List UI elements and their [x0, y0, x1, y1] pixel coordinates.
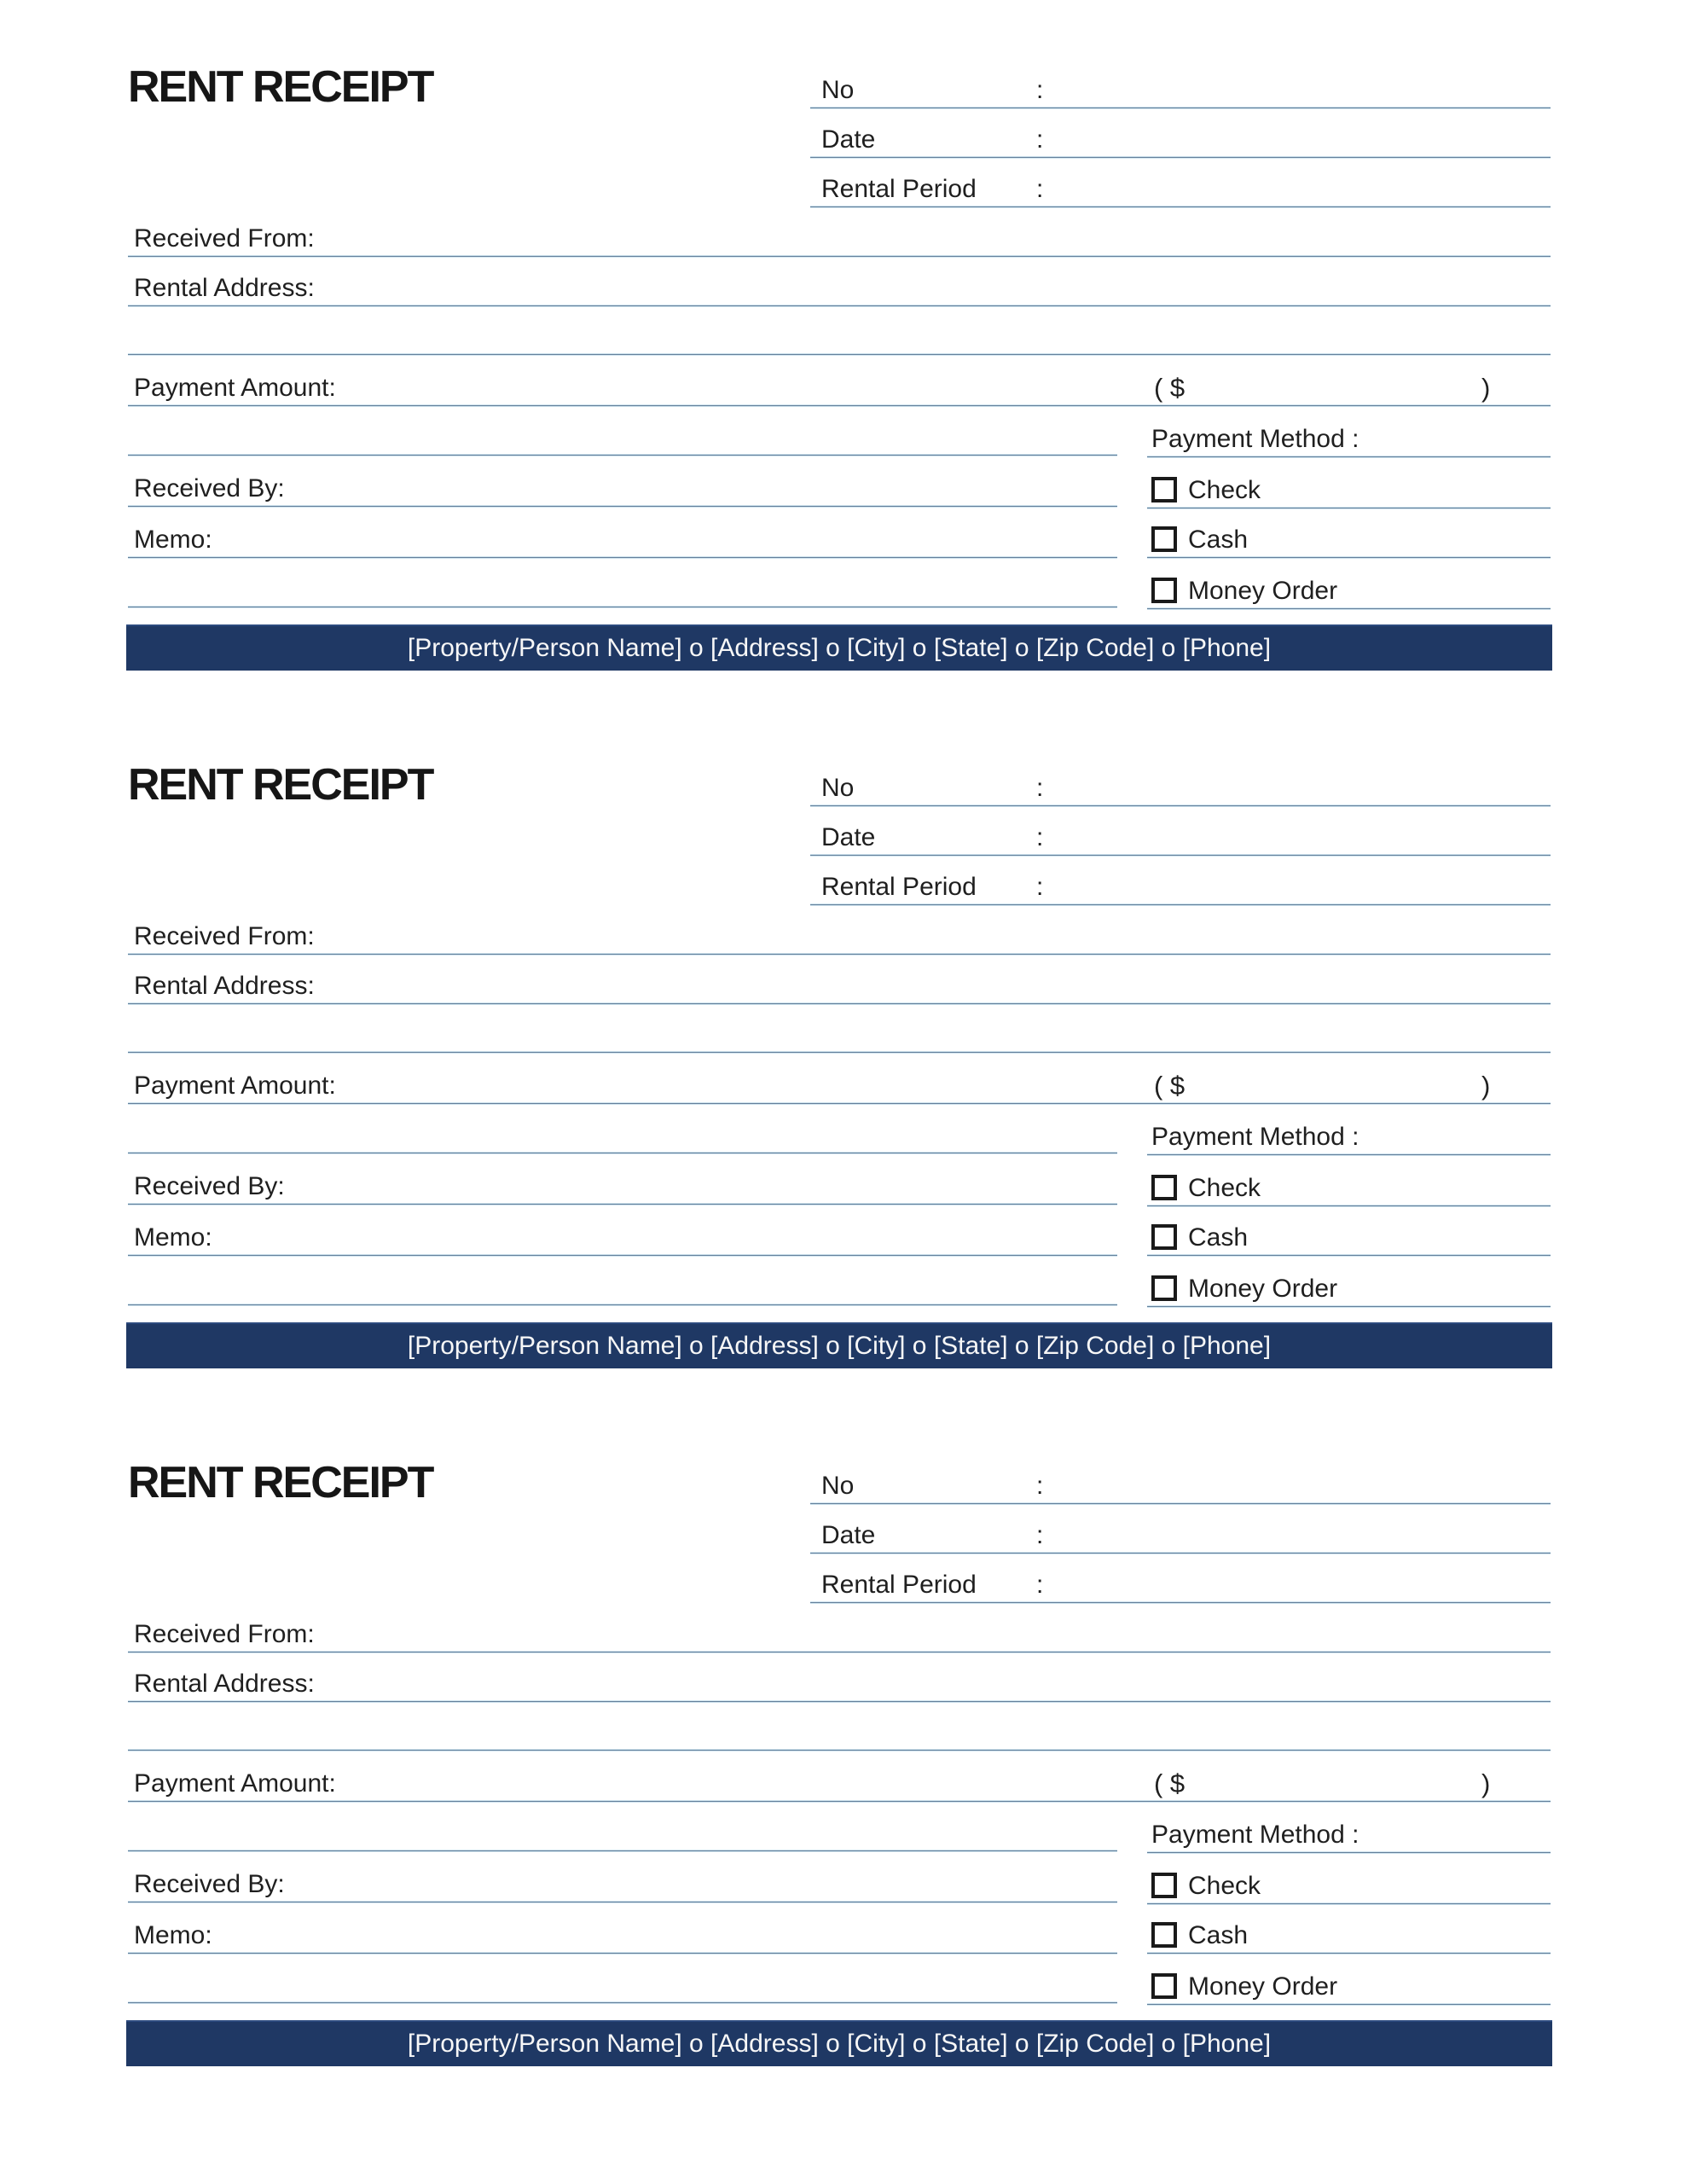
memo-input-line[interactable]: [212, 523, 1117, 555]
rental-period-label: Rental Period: [821, 175, 977, 203]
date-colon: :: [1036, 125, 1044, 154]
rental-address-extra-line[interactable]: [128, 1716, 1551, 1751]
received-from-input-line[interactable]: [315, 920, 1551, 951]
no-input-line[interactable]: [854, 75, 1551, 105]
payment-amount-input-line[interactable]: [336, 1767, 1551, 1798]
date-colon: :: [1036, 1521, 1044, 1549]
rental-period-input-line[interactable]: [977, 174, 1551, 204]
check-label: Check: [1188, 1174, 1261, 1202]
received-by-field-row: [128, 472, 1117, 508]
date-label: Date: [821, 1521, 876, 1549]
rental-address-label: Rental Address:: [134, 972, 315, 1000]
payment-amount-field-row: [128, 1767, 1551, 1803]
payment-amount-field-row: [128, 1069, 1551, 1105]
check-option-row: [1147, 472, 1551, 509]
memo-field-row: [128, 1221, 1117, 1257]
money-order-label: Money Order: [1188, 1275, 1338, 1303]
no-input-line[interactable]: [854, 1471, 1551, 1501]
cash-label: Cash: [1188, 526, 1249, 554]
cash-option-row: [1147, 523, 1551, 559]
payment-method-label: Payment Method :: [1151, 1821, 1359, 1849]
check-option-row: [1147, 1170, 1551, 1207]
date-label: Date: [821, 823, 876, 851]
payment-method-label: Payment Method :: [1151, 425, 1359, 453]
no-field-row: [810, 75, 1551, 109]
memo-extra-line[interactable]: [128, 572, 1117, 608]
amount-open-paren: ( $: [1154, 1769, 1186, 1798]
received-by-label: Received By:: [134, 474, 285, 502]
rental-period-field-row: [810, 1570, 1551, 1604]
check-label: Check: [1188, 1872, 1261, 1900]
rental-address-label: Rental Address:: [134, 274, 315, 302]
money-order-checkbox[interactable]: [1151, 578, 1177, 603]
rental-address-field-row: [128, 969, 1551, 1005]
cash-checkbox[interactable]: [1151, 1922, 1177, 1948]
rental-address-extra-line[interactable]: [128, 1018, 1551, 1054]
cash-option-row: [1147, 1221, 1551, 1257]
money-order-checkbox[interactable]: [1151, 1973, 1177, 1999]
rental-period-colon: :: [1036, 873, 1044, 901]
received-from-label: Received From:: [134, 224, 315, 253]
rent-receipt-2: [0, 698, 1687, 1396]
date-field-row: [810, 822, 1551, 857]
footer-bar: [126, 624, 1552, 671]
date-input-line[interactable]: [875, 125, 1551, 154]
received-from-label: Received From:: [134, 1620, 315, 1648]
memo-label: Memo:: [134, 1223, 212, 1252]
footer-text: [Property/Person Name] o [Address] o [City] o [State] o [Zip Code] o [Phone]: [407, 2030, 1272, 2058]
check-checkbox[interactable]: [1151, 477, 1177, 502]
no-colon: :: [1036, 76, 1044, 104]
memo-field-row: [128, 523, 1117, 559]
amount-close-paren: ): [1481, 1769, 1491, 1798]
receipt-title: RENT RECEIPT: [128, 760, 433, 810]
footer-text: [Property/Person Name] o [Address] o [City] o [State] o [Zip Code] o [Phone]: [407, 1332, 1272, 1360]
date-label: Date: [821, 125, 876, 154]
no-input-line[interactable]: [854, 773, 1551, 803]
payment-amount-input-line[interactable]: [336, 371, 1551, 403]
no-label: No: [821, 76, 855, 104]
received-by-field-row: [128, 1867, 1117, 1903]
date-input-line[interactable]: [875, 822, 1551, 852]
cash-checkbox[interactable]: [1151, 526, 1177, 552]
payment-amount-label: Payment Amount:: [134, 374, 336, 402]
footer-text: [Property/Person Name] o [Address] o [City] o [State] o [Zip Code] o [Phone]: [407, 634, 1272, 662]
cash-label: Cash: [1188, 1223, 1249, 1252]
date-field-row: [810, 125, 1551, 159]
rental-address-input-line[interactable]: [315, 969, 1551, 1001]
received-from-field-row: [128, 222, 1551, 258]
rental-address-extra-line[interactable]: [128, 320, 1551, 356]
payment-method-header-row: [1147, 1818, 1551, 1854]
date-colon: :: [1036, 823, 1044, 851]
amount-open-paren: ( $: [1154, 373, 1186, 403]
money-order-label: Money Order: [1188, 1972, 1338, 2001]
rental-period-label: Rental Period: [821, 1571, 977, 1599]
date-field-row: [810, 1520, 1551, 1554]
footer-bar: [126, 2020, 1552, 2066]
payment-amount-extra-line[interactable]: [128, 1816, 1117, 1852]
money-order-option-row: [1147, 572, 1551, 610]
payment-method-header-row: [1147, 422, 1551, 458]
cash-option-row: [1147, 1919, 1551, 1955]
rental-period-input-line[interactable]: [977, 872, 1551, 902]
check-checkbox[interactable]: [1151, 1175, 1177, 1200]
received-by-input-line[interactable]: [285, 472, 1117, 503]
rental-period-input-line[interactable]: [977, 1570, 1551, 1600]
money-order-option-row: [1147, 1270, 1551, 1308]
cash-checkbox[interactable]: [1151, 1224, 1177, 1250]
memo-input-line[interactable]: [212, 1221, 1117, 1252]
received-by-field-row: [128, 1170, 1117, 1205]
money-order-checkbox[interactable]: [1151, 1275, 1177, 1301]
received-by-label: Received By:: [134, 1870, 285, 1898]
received-by-input-line[interactable]: [285, 1867, 1117, 1899]
rent-receipt-3: [0, 1396, 1687, 2094]
received-from-field-row: [128, 920, 1551, 956]
check-checkbox[interactable]: [1151, 1873, 1177, 1898]
payment-amount-label: Payment Amount:: [134, 1769, 336, 1798]
rental-period-colon: :: [1036, 175, 1044, 203]
rental-period-field-row: [810, 872, 1551, 906]
rental-address-input-line[interactable]: [315, 271, 1551, 303]
no-field-row: [810, 1471, 1551, 1505]
amount-open-paren: ( $: [1154, 1071, 1186, 1101]
received-from-input-line[interactable]: [315, 1618, 1551, 1649]
memo-extra-line[interactable]: [128, 1270, 1117, 1306]
money-order-option-row: [1147, 1968, 1551, 2006]
memo-extra-line[interactable]: [128, 1968, 1117, 2004]
receipt-title: RENT RECEIPT: [128, 1458, 433, 1507]
payment-amount-label: Payment Amount:: [134, 1072, 336, 1100]
cash-label: Cash: [1188, 1921, 1249, 1949]
money-order-label: Money Order: [1188, 577, 1338, 605]
received-by-input-line[interactable]: [285, 1170, 1117, 1201]
rental-address-input-line[interactable]: [315, 1667, 1551, 1699]
memo-label: Memo:: [134, 526, 212, 554]
received-from-field-row: [128, 1618, 1551, 1653]
received-by-label: Received By:: [134, 1172, 285, 1200]
rental-period-colon: :: [1036, 1571, 1044, 1599]
payment-amount-field-row: [128, 371, 1551, 407]
no-colon: :: [1036, 1472, 1044, 1500]
rental-address-field-row: [128, 1667, 1551, 1703]
received-from-label: Received From:: [134, 922, 315, 950]
check-option-row: [1147, 1867, 1551, 1905]
no-label: No: [821, 774, 855, 802]
rental-period-label: Rental Period: [821, 873, 977, 901]
no-colon: :: [1036, 774, 1044, 802]
received-from-input-line[interactable]: [315, 222, 1551, 253]
rental-address-label: Rental Address:: [134, 1670, 315, 1698]
check-label: Check: [1188, 476, 1261, 504]
rental-address-field-row: [128, 271, 1551, 307]
amount-close-paren: ): [1481, 1071, 1491, 1101]
date-input-line[interactable]: [875, 1520, 1551, 1550]
memo-field-row: [128, 1919, 1117, 1955]
rent-receipt-1: [0, 0, 1687, 698]
no-field-row: [810, 773, 1551, 807]
memo-input-line[interactable]: [212, 1919, 1117, 1950]
footer-bar: [126, 1322, 1552, 1368]
payment-amount-extra-line[interactable]: [128, 421, 1117, 456]
payment-amount-extra-line[interactable]: [128, 1118, 1117, 1154]
no-label: No: [821, 1472, 855, 1500]
payment-method-label: Payment Method :: [1151, 1123, 1359, 1151]
rental-period-field-row: [810, 174, 1551, 208]
amount-close-paren: ): [1481, 373, 1491, 403]
receipt-title: RENT RECEIPT: [128, 62, 433, 112]
payment-method-header-row: [1147, 1120, 1551, 1156]
payment-amount-input-line[interactable]: [336, 1069, 1551, 1101]
memo-label: Memo:: [134, 1921, 212, 1949]
